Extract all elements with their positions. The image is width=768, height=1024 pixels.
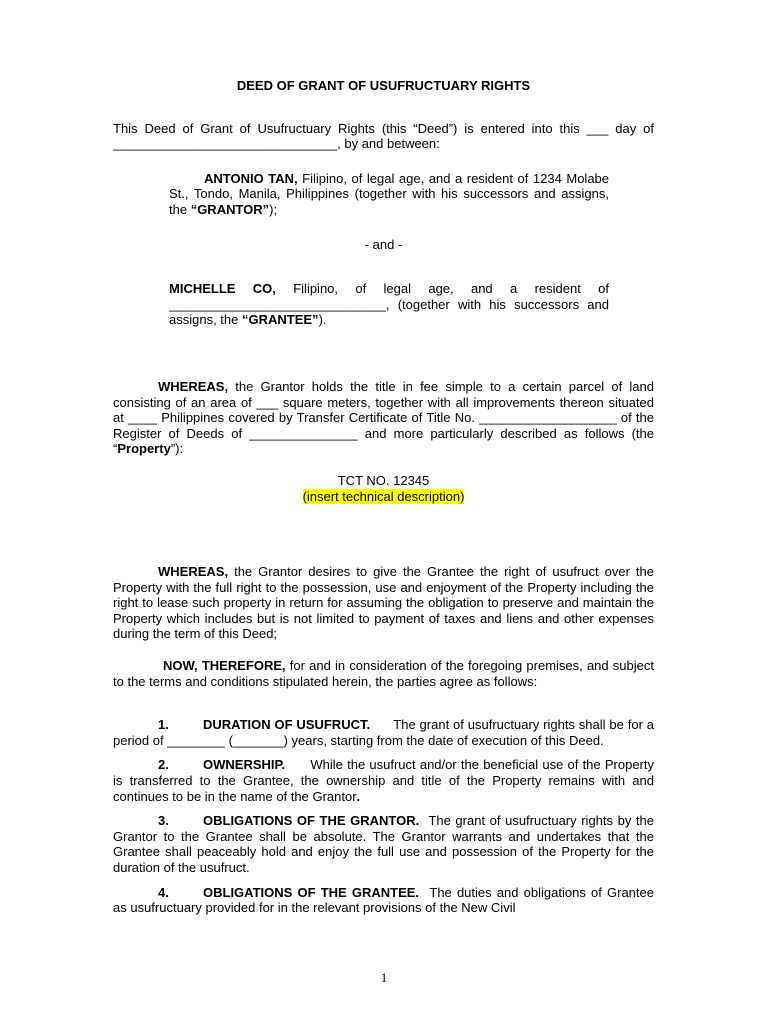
technical-description-highlight: (insert technical description)	[302, 488, 465, 504]
grantor-label: “GRANTOR”	[190, 201, 270, 217]
grantee-paragraph	[169, 281, 609, 328]
now-therefore-text: for and in consideration of the foregoing premises, and subject to the terms and conditions stipulated herein, the parties agree as follows:	[113, 658, 654, 689]
clause-2-number: 2.	[158, 757, 169, 773]
clause-3-number: 3.	[158, 813, 169, 829]
tct-number: TCT NO. 12345	[337, 472, 430, 488]
clause-4-number: 4.	[158, 884, 169, 900]
clause-4	[113, 885, 654, 916]
clause-1	[113, 717, 654, 748]
clause-1-text: The grant of usufructuary rights shall be for a period of ________ (_______) years, starting from the date of execution of this Deed.	[113, 717, 654, 748]
grantee-end: ).	[318, 312, 327, 328]
page-number: 1	[380, 970, 388, 985]
clause-2	[113, 757, 654, 804]
grantor-name: ANTONIO TAN,	[204, 170, 298, 186]
clause-4-heading: OBLIGATIONS OF THE GRANTEE.	[203, 884, 420, 900]
now-therefore-lead: NOW, THEREFORE,	[163, 658, 286, 674]
grantor-paragraph	[169, 171, 609, 218]
grantor-text: Filipino, of legal age, and a resident of 1234 Molabe St., Tondo, Manila, Philippines (together with his successors and assigns, the	[169, 170, 610, 217]
whereas-2-text: the Grantor desires to give the Grantee the right of usufruct over the Property with the full right to the possession, use and enjoyment of the Property including the right to lease such property in return for assuming the obligation to preserve and maintain the Property which includes but is not limited to payment of taxes and liens and other expenses during the term of this Deed;	[113, 564, 654, 642]
clause-2-heading: OWNERSHIP.	[203, 757, 286, 773]
whereas-1-end: ”):	[170, 441, 184, 457]
property-label: Property	[117, 441, 171, 457]
clause-3-text: The grant of usufructuary rights by the Grantor to the Grantee shall be absolute. The Grantor warrants and undertakes that the Grantee shall peaceably hold and enjoy the full use and possession of the Property for the duration of the usufruct.	[113, 813, 655, 875]
intro-paragraph: This Deed of Grant of Usufructuary Rights (this “Deed”) is entered into this ___ day of _______________________________, by and between:	[113, 120, 654, 152]
technical-description-placeholder	[113, 489, 654, 505]
grantee-label: “GRANTEE”	[242, 312, 319, 328]
clause-2-tail: .	[356, 788, 361, 804]
now-therefore-paragraph	[113, 658, 654, 689]
document-title: DEED OF GRANT OF USUFRUCTUARY RIGHTS	[236, 78, 531, 93]
grantor-end: );	[269, 201, 278, 217]
document-body	[113, 78, 654, 925]
grantee-name: MICHELLE CO,	[169, 281, 276, 297]
grantee-text: Filipino, of legal age, and a resident of ______________________________, (together with his successors and assigns, the	[169, 281, 609, 328]
clause-1-number: 1.	[158, 717, 169, 733]
clause-2-text: While the usufruct and/or the beneficial use of the Property is transferred to the Grantee, the ownership and title of the Property remains with and continues to be in the name of the Grantor	[113, 757, 654, 804]
whereas-paragraph-1	[113, 379, 654, 457]
clause-1-heading: DURATION OF USUFRUCT.	[203, 717, 371, 733]
whereas-1-lead: WHEREAS,	[158, 378, 229, 394]
clause-4-text: The duties and obligations of Grantee as usufructuary provided for in the relevant provisions of the New Civil	[113, 884, 654, 916]
whereas-paragraph-2	[113, 564, 654, 642]
whereas-1-text: the Grantor holds the title in fee simple to a certain parcel of land consisting of an area of ___ square meters, together with all improvements thereon situated at ____ Philippines covered by Transfer Certificate of Title No. ___________________ of the Register of Deeds of _______________ and more particularly described as follows (the “	[113, 378, 654, 457]
clause-3	[113, 813, 654, 875]
clause-3-heading: OBLIGATIONS OF THE GRANTOR.	[203, 813, 420, 829]
whereas-2-lead: WHEREAS,	[158, 564, 229, 580]
and-separator: - and -	[364, 236, 403, 252]
